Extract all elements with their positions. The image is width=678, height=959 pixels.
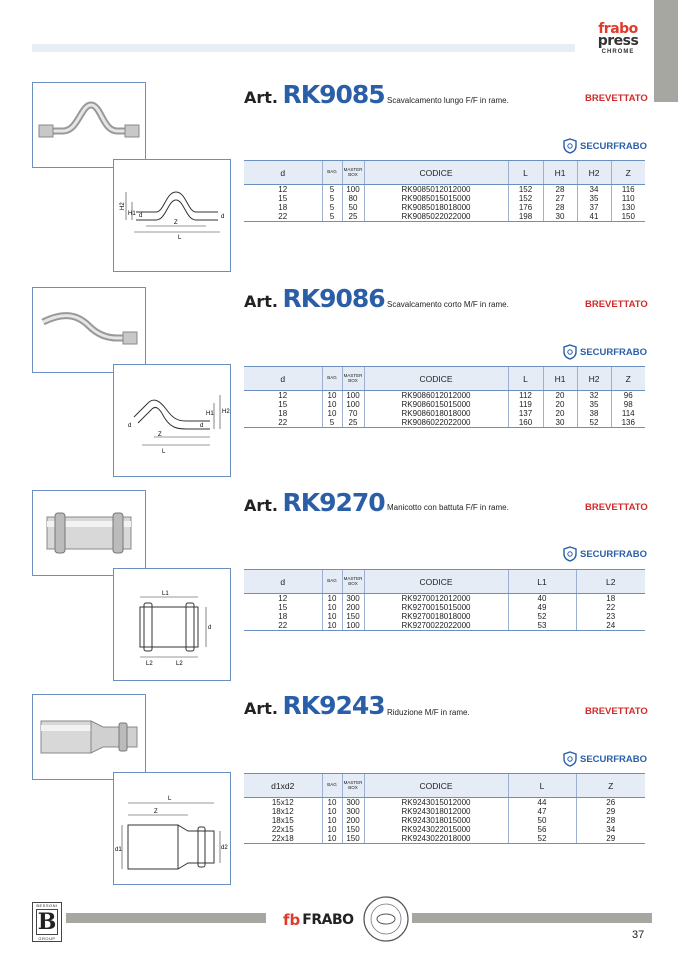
product-photo-rk9086 [32,287,146,373]
frabo-footer-logo [283,910,354,930]
table-cell: 35 [577,194,611,203]
article-code: RK9085 [282,80,385,109]
bessoni-letter: B [37,909,57,935]
article-description: Scavalcamento corto M/F in rame. [387,300,509,309]
table-cell: 18x12 [271,807,294,816]
dim-label-l: L [168,796,172,802]
table-row [244,612,645,621]
table-row [244,798,645,808]
table-cell: 40 [508,594,576,604]
table-cell: 300 [342,807,364,816]
dim-label-l: L [162,449,166,455]
col-header: Z [576,774,645,798]
table-cell: 150 [342,612,364,621]
table-row [244,816,645,825]
table-cell: 200 [342,603,364,612]
table-cell: 20 [543,409,577,418]
table-cell: 176 [508,203,543,212]
article-code: RK9243 [282,691,385,720]
table-cell: 22x18 [244,834,322,844]
table-cell: 300 [342,594,364,604]
table-cell: 50 [508,816,576,825]
dim-label-l: L [178,235,182,241]
table-cell: 18 [576,594,645,604]
table-cell: 5 [322,418,342,428]
table-cell: 12 [278,391,288,400]
table-cell: 25 [342,418,364,428]
table-cell: 26 [576,798,645,808]
table-cell: 20 [543,400,577,409]
table-cell: 112 [508,391,543,401]
securfrabo-label: SECURFRABO [580,548,648,560]
col-header: d [244,570,322,594]
table-cell: 44 [508,798,576,808]
dim-label-l1: L1 [162,591,169,597]
table-cell: 100 [342,621,364,631]
table-row [244,409,645,418]
table-cell: 29 [576,834,645,844]
table-cell: 10 [322,400,342,409]
table-cell: 119 [508,400,543,409]
col-header: d [244,367,322,391]
spec-table-rk9085 [244,160,645,222]
table-cell: 130 [611,203,645,212]
table-cell: 22 [244,418,322,428]
table-cell: RK9270022022000 [364,621,508,631]
table-cell: 10 [322,798,342,808]
product-photo-rk9270 [32,490,146,576]
patent-badge: BREVETTATO [585,93,648,104]
dim-label-h1: H1 [206,411,214,417]
col-header: CODICE [364,367,508,391]
table-cell: 10 [322,409,342,418]
table-cell: 53 [508,621,576,631]
table-cell: RK9086012012000 [364,391,508,401]
table-cell: 160 [508,418,543,428]
table-cell: RK9243022015000 [364,825,508,834]
col-header: MASTER BOX [342,367,364,391]
table-cell: 30 [543,212,577,222]
product-photo-rk9085 [32,82,146,168]
securfrabo-badge [563,343,647,361]
article-code: RK9086 [282,284,385,313]
dim-label-d2: d2 [221,845,228,851]
table-cell: 10 [322,391,342,401]
col-header: BAG [322,367,342,391]
dim-label-z: Z [158,432,162,438]
bessoni-bottom-text: GROUP [38,936,56,941]
technical-drawing-rk9243 [113,772,231,885]
table-cell: 18 [278,409,288,418]
table-cell: 49 [508,603,576,612]
article-title-rk9243 [244,691,385,720]
col-header: d [244,161,322,185]
table-cell: 10 [322,612,342,621]
table-cell: 100 [342,400,364,409]
table-cell: 150 [342,825,364,834]
table-cell: 10 [322,603,342,612]
col-header: MASTER BOX [342,570,364,594]
table-cell: 98 [611,400,645,409]
table-row [244,391,645,401]
table-cell: RK9085022022000 [364,212,508,222]
spec-table-rk9270 [244,569,645,631]
table-cell: 50 [342,203,364,212]
table-cell: 100 [342,185,364,195]
table-cell: 18 [278,612,288,621]
dim-label-d-right: d [200,423,204,429]
table-cell: 150 [611,212,645,222]
table-cell: 12 [278,594,288,603]
footer-rule-right [412,913,652,923]
dim-label-d1: d1 [115,847,122,853]
table-cell: RK9270012012000 [364,594,508,604]
dim-label-h2: H2 [120,202,126,210]
table-cell: 47 [508,807,576,816]
art-prefix: Art. [244,88,278,107]
article-description: Riduzione M/F in rame. [387,708,470,717]
col-header: MASTER BOX [342,774,364,798]
table-cell: RK9270018018000 [364,612,508,621]
col-header: BAG [322,161,342,185]
table-cell: 23 [576,612,645,621]
table-cell: 198 [508,212,543,222]
table-cell: 22 [244,621,322,631]
article-title-rk9085 [244,80,385,109]
article-title-rk9270 [244,488,385,517]
art-prefix: Art. [244,292,278,311]
table-cell: 20 [543,391,577,401]
table-row [244,400,645,409]
securfrabo-label: SECURFRABO [580,346,648,358]
table-cell: 5 [322,194,342,203]
technical-drawing-rk9270 [113,568,231,681]
table-cell: RK9085018018000 [364,203,508,212]
technical-drawing-rk9085 [113,159,231,272]
col-header: L [508,774,576,798]
securfrabo-badge [563,750,647,768]
table-cell: 18 [278,203,288,212]
brand-line2: press [597,33,639,49]
table-cell: 28 [543,203,577,212]
dim-label-d-left: d [139,213,143,219]
securfrabo-badge [563,545,647,563]
table-cell: 34 [576,825,645,834]
table-row [244,194,645,203]
col-header: d1xd2 [244,774,322,798]
table-cell: 200 [342,816,364,825]
footer-rule-left [66,913,266,923]
table-cell: 22x15 [271,825,294,834]
dim-label-z: Z [174,220,178,226]
table-cell: RK9086022022000 [364,418,508,428]
table-cell: 52 [577,418,611,428]
table-row [244,603,645,612]
table-row [244,203,645,212]
patent-badge: BREVETTATO [585,299,648,310]
table-cell: 12 [278,185,288,194]
table-row [244,418,645,428]
patent-badge: BREVETTATO [585,502,648,513]
col-header: MASTER BOX [342,161,364,185]
table-cell: 15 [278,603,288,612]
table-cell: 152 [508,185,543,195]
side-tab [654,0,678,102]
table-cell: 70 [342,409,364,418]
table-cell: 152 [508,194,543,203]
table-cell: 38 [577,409,611,418]
brand-line1: frabo [598,21,638,37]
table-cell: 15 [278,194,288,203]
securfrabo-label: SECURFRABO [580,753,648,765]
table-cell: 150 [342,834,364,844]
table-cell: 28 [543,185,577,195]
table-cell: 114 [611,409,645,418]
table-cell: RK9243022018000 [364,834,508,844]
table-cell: 56 [508,825,576,834]
art-prefix: Art. [244,496,278,515]
table-cell: 10 [322,825,342,834]
table-row [244,807,645,816]
header-rule [32,44,575,52]
col-header: H2 [577,367,611,391]
table-cell: 30 [543,418,577,428]
brand-line3: CHROME [601,49,635,55]
shield-icon [563,344,577,360]
securfrabo-label: SECURFRABO [580,140,648,152]
article-description: Scavalcamento lungo F/F in rame. [387,96,509,105]
shield-icon [563,138,577,154]
table-row [244,594,645,604]
technical-drawing-rk9086 [113,364,231,477]
table-cell: 37 [577,203,611,212]
col-header: H2 [577,161,611,185]
col-header: L [508,367,543,391]
spec-table-rk9243 [244,773,645,844]
table-row [244,185,645,195]
table-cell: 27 [543,194,577,203]
frabo-mark: fb [283,911,301,929]
table-cell: 24 [576,621,645,631]
table-cell: RK9243018012000 [364,807,508,816]
table-cell: 96 [611,391,645,401]
table-cell: 300 [342,798,364,808]
table-cell: RK9085012012000 [364,185,508,195]
table-cell: 29 [576,807,645,816]
table-cell: RK9243015012000 [364,798,508,808]
col-header: Z [611,161,645,185]
dim-label-l2-left: L2 [146,661,153,667]
shield-icon [563,546,577,562]
dim-label-h2: H2 [222,409,230,415]
table-row [244,212,645,222]
patent-badge: BREVETTATO [585,706,648,717]
col-header: BAG [322,774,342,798]
col-header: L1 [508,570,576,594]
table-cell: 80 [342,194,364,203]
frabopress-logo [588,22,648,55]
article-code: RK9270 [282,488,385,517]
bessoni-top-text: BESSONI [36,903,58,908]
table-cell: RK9085015015000 [364,194,508,203]
col-header: Z [611,367,645,391]
table-cell: 110 [611,194,645,203]
table-cell: 52 [508,834,576,844]
page-number: 37 [632,929,645,941]
table-cell: 137 [508,409,543,418]
table-cell: 35 [577,400,611,409]
col-header: L2 [576,570,645,594]
col-header: CODICE [364,570,508,594]
table-cell: 25 [342,212,364,222]
frabo-text: FRABO [302,912,354,928]
col-header: CODICE [364,774,508,798]
table-cell: 10 [322,594,342,604]
col-header: BAG [322,570,342,594]
table-cell: 136 [611,418,645,428]
dim-label-h1: H1 [128,211,136,217]
table-cell: 22 [576,603,645,612]
securfrabo-badge [563,137,647,155]
table-cell: 15x12 [271,798,294,807]
table-cell: 22 [244,212,322,222]
dim-label-d-left: d [128,423,132,429]
table-cell: RK9086018018000 [364,409,508,418]
table-cell: 34 [577,185,611,195]
article-description: Manicotto con battuta F/F in rame. [387,503,509,512]
table-cell: 5 [322,212,342,222]
table-cell: 28 [576,816,645,825]
table-cell: 10 [322,834,342,844]
table-cell: 10 [322,621,342,631]
table-cell: 15 [278,400,288,409]
table-row [244,834,645,844]
table-cell: RK9086015015000 [364,400,508,409]
table-cell: RK9243018015000 [364,816,508,825]
article-title-rk9086 [244,284,385,313]
col-header: L [508,161,543,185]
table-cell: 18x15 [271,816,294,825]
spec-table-rk9086 [244,366,645,428]
table-cell: 10 [322,816,342,825]
table-cell: 5 [322,185,342,195]
table-row [244,825,645,834]
table-row [244,621,645,631]
certification-seal-icon [362,895,410,943]
dim-label-z: Z [154,809,158,815]
table-cell: 5 [322,203,342,212]
table-cell: 116 [611,185,645,195]
dim-label-d: d [208,625,212,631]
shield-icon [563,751,577,767]
col-header: H1 [543,161,577,185]
dim-label-d-right: d [221,214,225,220]
product-photo-rk9243 [32,694,146,780]
table-cell: 32 [577,391,611,401]
table-cell: 52 [508,612,576,621]
dim-label-l2-right: L2 [176,661,183,667]
table-cell: RK9270015015000 [364,603,508,612]
art-prefix: Art. [244,699,278,718]
col-header: H1 [543,367,577,391]
table-cell: 10 [322,807,342,816]
col-header: CODICE [364,161,508,185]
table-cell: 41 [577,212,611,222]
bessoni-group-logo [32,902,62,942]
table-cell: 100 [342,391,364,401]
